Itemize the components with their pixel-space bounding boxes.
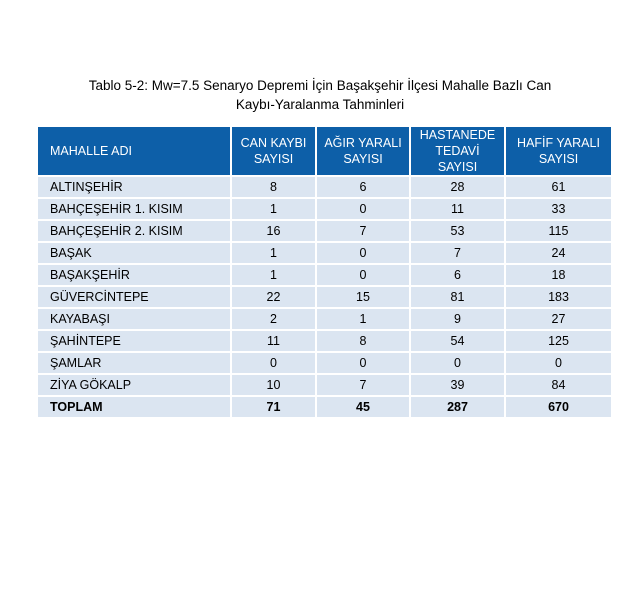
cell-can-kaybi: 11 bbox=[231, 330, 316, 352]
cell-hafif-yarali: 18 bbox=[505, 264, 611, 286]
cell-agir-yarali: 1 bbox=[316, 308, 410, 330]
cell-hafif-yarali: 33 bbox=[505, 198, 611, 220]
cell-hastanede-tedavi: 9 bbox=[410, 308, 505, 330]
cell-hafif-yarali: 24 bbox=[505, 242, 611, 264]
caption-line-1: Tablo 5-2: Mw=7.5 Senaryo Depremi İçin Başakşehir İlçesi Mahalle Bazlı Can bbox=[88, 78, 552, 93]
header-hastanede-tedavi bbox=[410, 127, 505, 176]
cell-hastanede-tedavi: 7 bbox=[410, 242, 505, 264]
cell-agir-yarali: 7 bbox=[316, 220, 410, 242]
cell-agir-yarali: 0 bbox=[316, 264, 410, 286]
cell-can-kaybi: 22 bbox=[231, 286, 316, 308]
cell-can-kaybi: 8 bbox=[231, 176, 316, 198]
cell-mahalle: ALTINŞEHİR bbox=[38, 176, 231, 198]
cell-hastanede-tedavi: 54 bbox=[410, 330, 505, 352]
cell-hastanede-tedavi: 0 bbox=[410, 352, 505, 374]
header-can-kaybi bbox=[231, 127, 316, 176]
table-caption bbox=[60, 76, 580, 114]
cell-hafif-yarali: 27 bbox=[505, 308, 611, 330]
column-header-line-1: HASTANEDE bbox=[419, 128, 496, 142]
cell-hastanede-tedavi: 39 bbox=[410, 374, 505, 396]
table-row bbox=[38, 330, 611, 352]
column-header-line-2: SAYISI bbox=[253, 152, 294, 166]
column-header-line-2: SAYISI bbox=[343, 152, 383, 166]
cell-mahalle: ZİYA GÖKALP bbox=[38, 374, 231, 396]
cell-mahalle: KAYABAŞI bbox=[38, 308, 231, 330]
cell-can-kaybi: 1 bbox=[231, 198, 316, 220]
cell-mahalle: GÜVERCİNTEPE bbox=[38, 286, 231, 308]
cell-agir-yarali: 0 bbox=[316, 198, 410, 220]
column-header-line-1: MAHALLE ADI bbox=[50, 144, 132, 158]
cell-mahalle: BAHÇEŞEHİR 2. KISIM bbox=[38, 220, 231, 242]
table-row bbox=[38, 374, 611, 396]
cell-hafif-yarali: 125 bbox=[505, 330, 611, 352]
cell-agir-yarali: 0 bbox=[316, 352, 410, 374]
cell-can-kaybi: 2 bbox=[231, 308, 316, 330]
total-hastanede-tedavi: 287 bbox=[410, 396, 505, 417]
total-label: TOPLAM bbox=[38, 396, 231, 417]
cell-agir-yarali: 15 bbox=[316, 286, 410, 308]
table-row bbox=[38, 264, 611, 286]
table-row bbox=[38, 198, 611, 220]
table-row bbox=[38, 286, 611, 308]
cell-can-kaybi: 16 bbox=[231, 220, 316, 242]
table-total-row bbox=[38, 396, 611, 417]
column-header-line-1: AĞIR YARALI bbox=[324, 136, 402, 150]
column-header-line-2: SAYISI bbox=[538, 152, 579, 166]
cell-can-kaybi: 0 bbox=[231, 352, 316, 374]
table-row bbox=[38, 176, 611, 198]
cell-agir-yarali: 7 bbox=[316, 374, 410, 396]
cell-mahalle: BAŞAK bbox=[38, 242, 231, 264]
cell-hafif-yarali: 115 bbox=[505, 220, 611, 242]
cell-hastanede-tedavi: 11 bbox=[410, 198, 505, 220]
cell-hastanede-tedavi: 81 bbox=[410, 286, 505, 308]
cell-hafif-yarali: 84 bbox=[505, 374, 611, 396]
cell-agir-yarali: 0 bbox=[316, 242, 410, 264]
column-header-line-2: TEDAVİ SAYISI bbox=[435, 144, 480, 174]
total-hafif-yarali: 670 bbox=[505, 396, 611, 417]
cell-can-kaybi: 10 bbox=[231, 374, 316, 396]
total-can-kaybi: 71 bbox=[231, 396, 316, 417]
cell-hafif-yarali: 183 bbox=[505, 286, 611, 308]
casualty-estimates-table bbox=[38, 127, 611, 417]
cell-hafif-yarali: 0 bbox=[505, 352, 611, 374]
total-agir-yarali: 45 bbox=[316, 396, 410, 417]
table-row bbox=[38, 220, 611, 242]
cell-hastanede-tedavi: 6 bbox=[410, 264, 505, 286]
header-mahalle-adi bbox=[38, 127, 231, 176]
cell-mahalle: BAHÇEŞEHİR 1. KISIM bbox=[38, 198, 231, 220]
header-agir-yarali bbox=[316, 127, 410, 176]
caption-line-2: Kaybı-Yaralanma Tahminleri bbox=[235, 97, 405, 112]
table-body bbox=[38, 176, 611, 417]
header-hafif-yarali bbox=[505, 127, 611, 176]
cell-can-kaybi: 1 bbox=[231, 264, 316, 286]
cell-mahalle: BAŞAKŞEHİR bbox=[38, 264, 231, 286]
table-header-row bbox=[38, 127, 611, 176]
cell-mahalle: ŞAHİNTEPE bbox=[38, 330, 231, 352]
column-header-line-1: HAFİF YARALI bbox=[517, 136, 600, 150]
column-header-line-1: CAN KAYBI bbox=[240, 136, 307, 150]
table-row bbox=[38, 242, 611, 264]
cell-hafif-yarali: 61 bbox=[505, 176, 611, 198]
table-row bbox=[38, 308, 611, 330]
cell-agir-yarali: 6 bbox=[316, 176, 410, 198]
cell-hastanede-tedavi: 28 bbox=[410, 176, 505, 198]
table-row bbox=[38, 352, 611, 374]
cell-agir-yarali: 8 bbox=[316, 330, 410, 352]
cell-mahalle: ŞAMLAR bbox=[38, 352, 231, 374]
cell-hastanede-tedavi: 53 bbox=[410, 220, 505, 242]
cell-can-kaybi: 1 bbox=[231, 242, 316, 264]
